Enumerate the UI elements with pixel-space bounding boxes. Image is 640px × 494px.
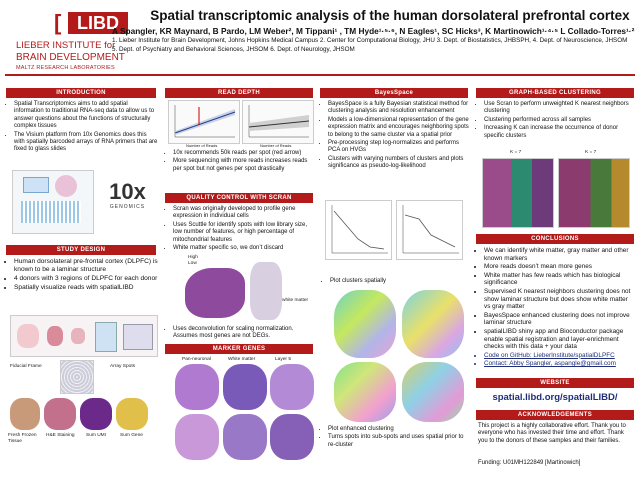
bayes-bullet: • Pre-processing step log-normalizes and performs PCA on HVGs [328,140,470,155]
caption-fresh-frozen: Fresh Frozen Tissue [8,433,37,444]
qc-wm-image [250,262,282,320]
logo-brackets: [ [54,10,62,35]
section-graphic [71,328,85,344]
read-depth-bullets [165,150,315,174]
conclusion-bullet: • More reads doesn’t mean more genes [484,263,634,271]
marker-image [223,364,267,410]
bayes-bullet: • Clusters with varying numbers of clusters and plots significance as pseudo-log-likelihood [328,156,470,171]
he-stain-image [44,398,76,430]
read-depth-plot-1 [168,100,240,144]
white-matter-label: white matter [282,298,309,303]
study-bullet: • Human dorsolateral pre-frontal cortex (DLPFC) is known to be a laminar structure [14,258,158,274]
sum-gene-image [116,398,148,430]
tenx-label: 10x [109,179,146,204]
qc-legend-high: High [188,255,198,260]
graph-header: GRAPH-BASED CLUSTERING [476,88,634,98]
graph-cluster-image [558,158,630,228]
intro-bullets [6,101,158,155]
marker-image [270,414,314,460]
bayes-bullets [320,101,470,172]
read-depth-bullet: • More sequencing with more reads increases reads per spot but not genes per spot drastically [173,158,315,173]
qc-bullet: • Scran was originally developed to profile gene expression in individual cells [173,206,315,221]
marker-label-white-matter: White matter [228,357,256,362]
header-divider [5,74,635,76]
marker-image [175,364,219,410]
tenx-sub: GENOMICS [109,204,146,210]
bayes-enhanced-image [334,362,396,422]
marker-image [175,414,219,460]
ack-header: ACKNOWLEDGEMENTS [476,410,634,420]
qc-bullets [165,206,315,253]
logo-line-1: LIEBER INSTITUTE for [16,40,116,51]
qc-tissue-image [185,268,245,318]
conclusion-bullet: • BayesSpace enhanced clustering does not improve laminar structure [484,312,634,327]
intro-bullet: • The Visium platform from 10x Genomics does this with spatially barcoded arrays of RNA primers that are fixed to glass slides [14,132,158,154]
funding-text: Funding: U01MH122849 [Martinowich] [478,460,581,466]
sequencer-graphic [123,324,153,350]
qc-bullets-2 [165,326,315,342]
qc-bullet: • Uses Scuttle for identify spots with low library size, low number of features, or high percentage of mitochondrial features [173,222,315,244]
author-list: A Spangler, KR Maynard, B Pardo, LM Weber², M Tippani¹ , TM Hyde¹·⁵·⁶, N Eagles¹, SC Hicks³, K Martinowich¹·⁴·⁵ L Collado-Torres¹·² [112,26,635,36]
conclusion-bullet: • Supervised K nearest neighbors clustering does not show laminar structure but does show white matter vs gray matter [484,288,634,311]
fiducial-frame-image [60,360,94,394]
bayes-cluster-image [402,290,464,358]
k7-label-2: K = 7 [585,150,597,155]
bayes-loglik-plot-1-svg [326,201,391,259]
bayes-loglik-plot-2 [396,200,463,260]
plot1-xlabel: Number of Reads [186,143,218,148]
marker-image [270,364,314,410]
bayes-enhanced-image [402,362,464,422]
graph-cluster-image [482,158,554,228]
qc-header: QUALITY CONTROL WITH SCRAN [165,193,313,203]
logo-word: LIBD [68,12,128,34]
sum-umi-image [80,398,112,430]
conclusion-bullet: • White matter has few reads which has biological significance [484,272,634,287]
plot2-xlabel: Number of Reads [260,143,292,148]
array-spots-label: Array Spots [110,364,136,369]
graph-bullets [476,101,634,141]
intro-bullet: • Spatial Transcriptomics aims to add spatial information to traditional RNA-seq data to allow us to answer questions about the functions of structurally complex tissues [14,101,158,131]
intro-header: INTRODUCTION [6,88,156,98]
read-depth-bullet: • 10x recommends 50k reads per spot (red arrow) [173,150,315,157]
study-design-diagram [10,315,158,357]
graph-bullet: • Use Scran to perform unweighted K nearest neighbors clustering [484,101,634,116]
ack-text: This project is a highly collaborative effort. Thank you to everyone who has invested their time and effort. Thank you to the donors of these samples and their families. [478,423,626,444]
bayes-bullet: • Models a low-dimensional representation of the gene expression matrix and encourages neighboring spots to belong to the same cluster via a spatial prior [328,117,470,139]
graph-bullet: • Increasing K can increase the occurrence of donor specific clusters [484,125,634,140]
caption-sum-gene: Sum Gene [120,433,143,438]
contact-link[interactable]: • Contact: Abby Spangler, aspangle@gmail.com [484,360,634,368]
block-graphic [47,326,63,346]
graph-bullet: • Clustering performed across all samples [484,117,634,124]
qc-bullet: • White matter specific so, we don’t discard [173,245,315,252]
bayes-plot-clusters [322,278,472,286]
bayes-loglik-plot-1 [325,200,392,260]
caption-he: H&E Staining [46,433,75,438]
conclusion-bullet: • spatialLIBD shiny app and Bioconductor package enable spatial registration and layer-enrichment checks with this data + your data [484,328,634,351]
study-header: STUDY DESIGN [6,245,156,255]
read-depth-plot-2-svg [243,101,313,143]
slide-graphic [23,177,49,193]
k7-label: K = 7 [510,150,522,155]
marker-header: MARKER GENES [165,344,313,354]
study-bullet: • 4 donors with 3 regions of DLPFC for each donor [14,275,158,283]
qc-bullet: • Uses deconvolution for scaling normalization. Assumes most genes are not DEGs. [173,326,315,341]
logo-line-3: MALTZ RESEARCH LABORATORIES [16,65,115,71]
bayes-loglik-plot-2-svg [397,201,462,259]
tenx-logo [100,180,155,220]
bayes-cluster-image [334,290,396,358]
marker-label-layer5: Layer 5 [275,357,291,362]
caption-sum-umi: Sum UMI [86,433,106,438]
bayes-header: BayesSpace [320,88,468,98]
github-link[interactable]: • Code on GitHub: LieberInstitute/spatialDLPFC [484,352,634,360]
study-bullets [6,258,158,293]
marker-image [223,414,267,460]
tissue-graphic [55,175,77,197]
qc-legend-low: Low [188,261,197,266]
poster-title: Spatial transcriptomic analysis of the human dorsolateral prefrontal cortex [150,8,630,23]
bayes-bullet: • Turns spots into sub-spots and uses spatial prior to re-cluster [328,434,470,449]
website-header: WEBSITE [476,378,634,388]
conclusions-header: CONCLUSIONS [476,234,634,244]
slide-graphic [95,322,117,352]
bayes-enhanced-bullets [320,426,470,450]
read-depth-plot-2 [242,100,314,144]
conclusion-bullet: • We can identify white matter, gray matter and other known markers [484,247,634,262]
study-bullet: • Spatially visualize reads with spatialLIBD [14,284,158,292]
bayes-bullet: • Plot enhanced clustering [328,426,470,433]
visium-diagram [12,170,94,234]
read-depth-header: READ DEPTH [165,88,313,98]
array-graphic [21,201,81,223]
affiliations: 1. Lieber Institute for Brain Development, Johns Hopkins Medical Campus 2. Center for Computational Biology, JHU 3. Dept. of Biostatistics, JHBSPH, 4. Dept. of Neuroscience, JHSOM 5. Dept. of Psychiatry and Behavioral Sciences, JHSOM 6. Dept. of Neurology, JHSOM [112,37,628,53]
fiducial-label: Fiducial Frame [10,364,42,369]
bayes-bullet: • Plot clusters spatially [330,278,472,285]
brain-graphic [17,324,39,348]
fresh-frozen-image [10,398,40,430]
read-depth-plot-1-svg [169,101,239,143]
logo-line-2: BRAIN DEVELOPMENT [16,52,125,63]
marker-label-pan-neuronal: Pan-neuronal [182,357,211,362]
bayes-bullet: • BayesSpace is a fully Bayesian statistical method for clustering analysis and resolution enhancement [328,101,470,116]
website-url[interactable]: spatial.libd.org/spatialLIBD/ [492,392,618,403]
conclusions-bullets [476,247,634,369]
